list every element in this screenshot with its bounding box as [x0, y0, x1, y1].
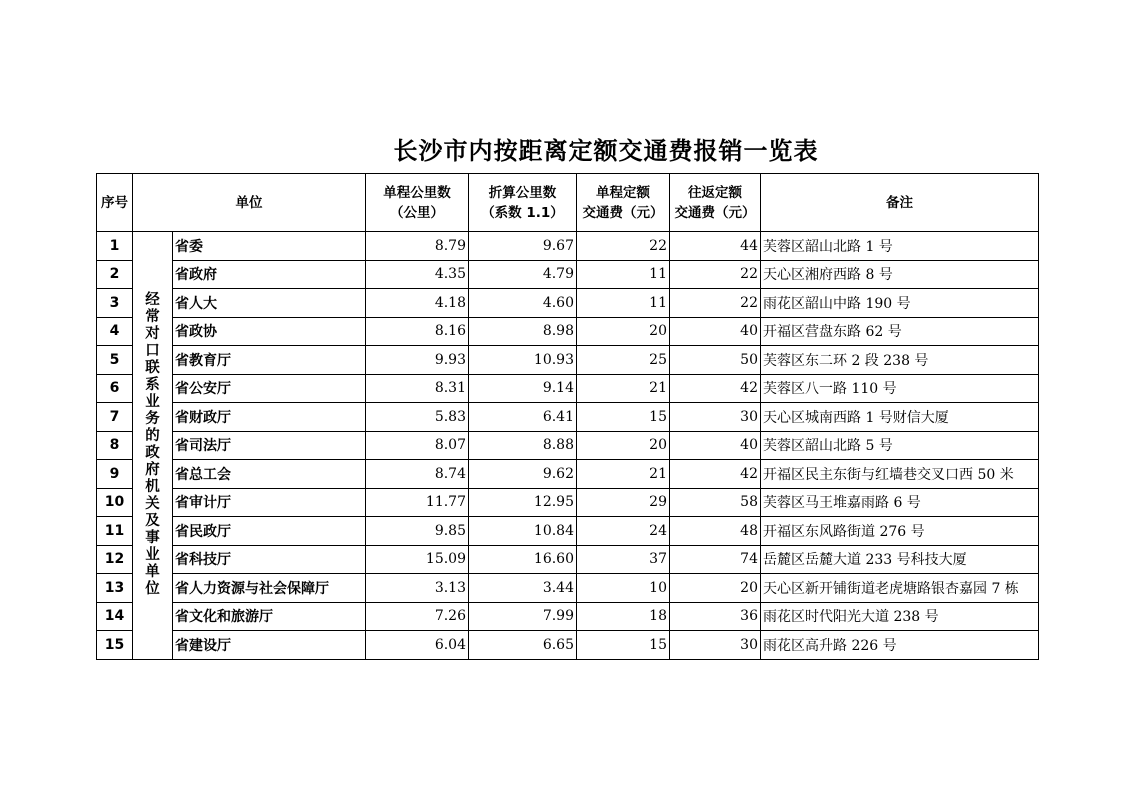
group-label-cell: [133, 232, 173, 660]
header-single-fee: [577, 174, 670, 232]
row-round-fee: 40: [670, 317, 761, 346]
row-note: 芙蓉区八一路 110 号: [761, 374, 1039, 403]
row-one-way-km: 7.26: [366, 602, 469, 631]
row-converted-km: 10.93: [469, 346, 577, 375]
row-round-fee: 22: [670, 260, 761, 289]
row-one-way-km: 8.07: [366, 431, 469, 460]
row-converted-km: 12.95: [469, 488, 577, 517]
row-single-fee: 11: [577, 289, 670, 318]
table-row: [97, 631, 1039, 660]
table-row: [97, 232, 1039, 261]
row-single-fee: 15: [577, 631, 670, 660]
header-converted-km-line1: 折算公里数: [488, 184, 557, 201]
row-one-way-km: 8.74: [366, 460, 469, 489]
row-unit: 省司法厅: [173, 431, 366, 460]
row-seq: 5: [97, 346, 133, 375]
row-converted-km: 7.99: [469, 602, 577, 631]
row-seq: 1: [97, 232, 133, 261]
row-converted-km: 3.44: [469, 574, 577, 603]
row-unit: 省总工会: [173, 460, 366, 489]
row-note: 芙蓉区韶山北路 5 号: [761, 431, 1039, 460]
header-single-fee-line1: 单程定额: [596, 184, 650, 201]
row-seq: 12: [97, 545, 133, 574]
row-one-way-km: 6.04: [366, 631, 469, 660]
row-single-fee: 20: [577, 431, 670, 460]
row-single-fee: 22: [577, 232, 670, 261]
row-seq: 13: [97, 574, 133, 603]
header-round-fee-line2: 交通费（元）: [674, 204, 756, 221]
header-row: [97, 174, 1039, 232]
row-converted-km: 10.84: [469, 517, 577, 546]
row-single-fee: 37: [577, 545, 670, 574]
row-single-fee: 15: [577, 403, 670, 432]
row-note: 芙蓉区东二环 2 段 238 号: [761, 346, 1039, 375]
row-unit: 省文化和旅游厅: [173, 602, 366, 631]
row-converted-km: 9.14: [469, 374, 577, 403]
row-single-fee: 18: [577, 602, 670, 631]
row-note: 天心区新开铺街道老虎塘路银杏嘉园 7 栋: [761, 574, 1039, 603]
row-one-way-km: 8.16: [366, 317, 469, 346]
row-seq: 10: [97, 488, 133, 517]
row-unit: 省民政厅: [173, 517, 366, 546]
row-round-fee: 44: [670, 232, 761, 261]
group-label: 经常对口联系业务的政府机关及事业单位: [145, 292, 160, 598]
row-note: 雨花区时代阳光大道 238 号: [761, 602, 1039, 631]
row-one-way-km: 9.93: [366, 346, 469, 375]
header-single-fee-line2: 交通费（元）: [582, 204, 664, 221]
header-note: 备注: [761, 174, 1039, 232]
row-unit: 省人大: [173, 289, 366, 318]
row-seq: 14: [97, 602, 133, 631]
row-single-fee: 20: [577, 317, 670, 346]
table-row: [97, 545, 1039, 574]
header-converted-km-line2: （系数 1.1）: [481, 204, 564, 221]
row-seq: 15: [97, 631, 133, 660]
table-row: [97, 574, 1039, 603]
row-converted-km: 6.41: [469, 403, 577, 432]
row-unit: 省财政厅: [173, 403, 366, 432]
row-seq: 9: [97, 460, 133, 489]
table-row: [97, 460, 1039, 489]
row-seq: 6: [97, 374, 133, 403]
row-seq: 4: [97, 317, 133, 346]
row-round-fee: 30: [670, 403, 761, 432]
row-converted-km: 16.60: [469, 545, 577, 574]
row-note: 开福区东风路街道 276 号: [761, 517, 1039, 546]
row-unit: 省人力资源与社会保障厅: [173, 574, 366, 603]
page-title: 长沙市内按距离定额交通费报销一览表: [393, 137, 819, 165]
row-note: 芙蓉区马王堆嘉雨路 6 号: [761, 488, 1039, 517]
table-row: [97, 488, 1039, 517]
row-round-fee: 48: [670, 517, 761, 546]
row-one-way-km: 8.31: [366, 374, 469, 403]
row-note: 开福区民主东街与红墙巷交叉口西 50 米: [761, 460, 1039, 489]
row-round-fee: 74: [670, 545, 761, 574]
header-one-way-km: [366, 174, 469, 232]
row-note: 雨花区高升路 226 号: [761, 631, 1039, 660]
row-converted-km: 4.60: [469, 289, 577, 318]
row-unit: 省科技厅: [173, 545, 366, 574]
header-unit: 单位: [133, 174, 366, 232]
row-seq: 11: [97, 517, 133, 546]
row-round-fee: 40: [670, 431, 761, 460]
header-converted-km: [469, 174, 577, 232]
row-converted-km: 8.88: [469, 431, 577, 460]
header-round-fee-line1: 往返定额: [688, 184, 742, 201]
row-unit: 省建设厅: [173, 631, 366, 660]
table-body: [97, 232, 1039, 660]
row-single-fee: 21: [577, 460, 670, 489]
row-one-way-km: 4.18: [366, 289, 469, 318]
row-seq: 8: [97, 431, 133, 460]
row-one-way-km: 5.83: [366, 403, 469, 432]
row-unit: 省委: [173, 232, 366, 261]
row-round-fee: 42: [670, 460, 761, 489]
row-unit: 省公安厅: [173, 374, 366, 403]
row-converted-km: 8.98: [469, 317, 577, 346]
row-note: 天心区湘府西路 8 号: [761, 260, 1039, 289]
row-one-way-km: 4.35: [366, 260, 469, 289]
row-note: 岳麓区岳麓大道 233 号科技大厦: [761, 545, 1039, 574]
row-converted-km: 9.62: [469, 460, 577, 489]
table-row: [97, 602, 1039, 631]
row-round-fee: 50: [670, 346, 761, 375]
row-unit: 省教育厅: [173, 346, 366, 375]
row-round-fee: 20: [670, 574, 761, 603]
row-converted-km: 4.79: [469, 260, 577, 289]
row-single-fee: 25: [577, 346, 670, 375]
row-converted-km: 9.67: [469, 232, 577, 261]
row-round-fee: 30: [670, 631, 761, 660]
table-row: [97, 289, 1039, 318]
row-note: 芙蓉区韶山北路 1 号: [761, 232, 1039, 261]
row-one-way-km: 8.79: [366, 232, 469, 261]
row-round-fee: 58: [670, 488, 761, 517]
table-row: [97, 260, 1039, 289]
row-unit: 省政府: [173, 260, 366, 289]
row-seq: 3: [97, 289, 133, 318]
row-converted-km: 6.65: [469, 631, 577, 660]
row-seq: 7: [97, 403, 133, 432]
row-single-fee: 21: [577, 374, 670, 403]
row-round-fee: 42: [670, 374, 761, 403]
row-note: 开福区营盘东路 62 号: [761, 317, 1039, 346]
row-single-fee: 24: [577, 517, 670, 546]
header-round-fee: [670, 174, 761, 232]
table-row: [97, 517, 1039, 546]
header-one-way-km-line2: （公里）: [390, 204, 444, 221]
header-one-way-km-line1: 单程公里数: [383, 184, 451, 201]
row-one-way-km: 11.77: [366, 488, 469, 517]
row-one-way-km: 3.13: [366, 574, 469, 603]
row-single-fee: 10: [577, 574, 670, 603]
reimbursement-table: [96, 173, 1039, 660]
row-round-fee: 22: [670, 289, 761, 318]
row-one-way-km: 9.85: [366, 517, 469, 546]
row-unit: 省政协: [173, 317, 366, 346]
row-unit: 省审计厅: [173, 488, 366, 517]
row-one-way-km: 15.09: [366, 545, 469, 574]
table-row: [97, 431, 1039, 460]
header-seq: 序号: [97, 174, 133, 232]
table-row: [97, 346, 1039, 375]
row-note: 雨花区韶山中路 190 号: [761, 289, 1039, 318]
row-round-fee: 36: [670, 602, 761, 631]
table-row: [97, 374, 1039, 403]
table-row: [97, 403, 1039, 432]
row-single-fee: 11: [577, 260, 670, 289]
row-note: 天心区城南西路 1 号财信大厦: [761, 403, 1039, 432]
row-single-fee: 29: [577, 488, 670, 517]
row-seq: 2: [97, 260, 133, 289]
table-row: [97, 317, 1039, 346]
